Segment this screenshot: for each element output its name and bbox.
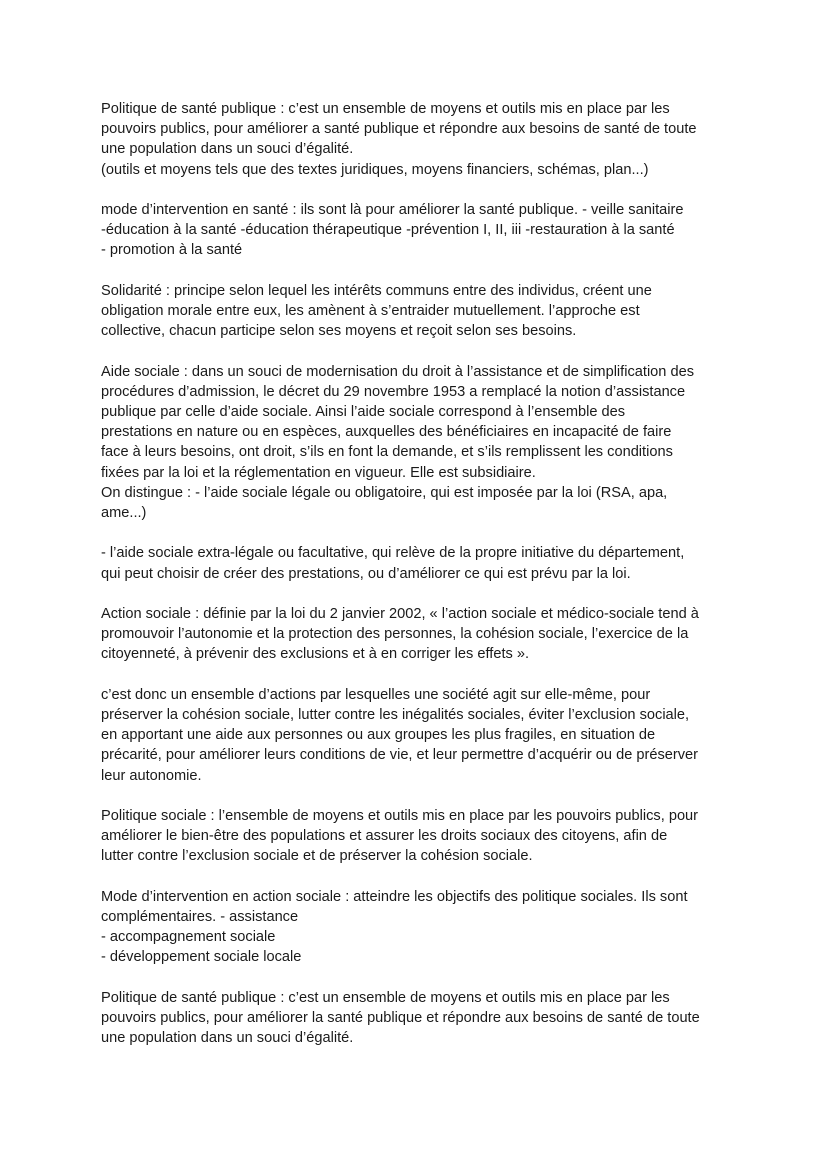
paragraph-action-sociale — [101, 604, 741, 665]
text-line: citoyenneté, à prévenir des exclusions et à en corriger les effets ». — [101, 646, 530, 663]
text-line: -éducation à la santé -éducation thérapeutique -prévention I, II, iii -restauration à la santé — [101, 222, 675, 239]
text-line: On distingue : - l’aide sociale légale ou obligatoire, qui est imposée par la loi (RSA, apa, — [101, 484, 668, 501]
paragraph-ensemble-actions — [101, 685, 741, 786]
text-line: une population dans un souci d’égalité. — [101, 1030, 354, 1047]
text-line: collective, chacun participe selon ses moyens et reçoit selon ses besoins. — [101, 323, 577, 340]
paragraph-politique-sante-publique-repeat — [101, 988, 741, 1049]
text-line: c’est donc un ensemble d’actions par lesquelles une société agit sur elle-même, pour — [101, 686, 651, 703]
text-line: prestations en nature ou en espèces, auxquelles des bénéficiaires en incapacité de faire — [101, 424, 672, 441]
paragraph-aide-sociale-extra-legale — [101, 543, 741, 583]
text-line: lutter contre l’exclusion sociale et de préserver la cohésion sociale. — [101, 848, 533, 865]
text-line: Politique sociale : l’ensemble de moyens et outils mis en place par les pouvoirs publics, pour — [101, 808, 699, 824]
text-line: pouvoirs publics, pour améliorer la santé publique et répondre aux besoins de santé de toute — [101, 1010, 700, 1026]
text-line: fixées par la loi et la réglementation en vigueur. Elle est subsidiaire. — [101, 464, 536, 481]
paragraph-politique-sociale — [101, 806, 741, 867]
text-line: Politique de santé publique : c’est un ensemble de moyens et outils mis en place par les — [101, 101, 670, 117]
text-line: complémentaires. - assistance — [101, 909, 299, 925]
paragraph-politique-sante-publique — [101, 99, 741, 180]
paragraph-solidarite — [101, 281, 741, 342]
text-line: pouvoirs publics, pour améliorer a santé publique et répondre aux besoins de santé de toute — [101, 121, 697, 138]
text-line: Action sociale : définie par la loi du 2 janvier 2002, « l’action sociale et médico-sociale tend à — [101, 606, 699, 622]
text-line: leur autonomie. — [101, 767, 202, 784]
text-line: précarité, pour améliorer leurs conditions de vie, et leur permettre d’acquérir ou de préserver — [101, 747, 699, 764]
paragraph-aide-sociale — [101, 362, 741, 524]
text-line: préserver la cohésion sociale, lutter contre les inégalités sociales, éviter l’exclusion sociale, — [101, 707, 690, 723]
text-line: en apportant une aide aux personnes ou aux groupes les plus fragiles, en situation de — [101, 727, 656, 744]
text-line: (outils et moyens tels que des textes juridiques, moyens financiers, schémas, plan...) — [101, 161, 649, 178]
text-line: procédures d’admission, le décret du 29 novembre 1953 a remplacé la notion d’assistance — [101, 383, 686, 400]
document-body — [101, 99, 741, 1069]
text-line: Mode d’intervention en action sociale : atteindre les objectifs des politique sociales. Ils sont — [101, 888, 688, 905]
text-line: améliorer le bien-être des populations et assurer les droits sociaux des citoyens, afin de — [101, 828, 668, 845]
text-line: mode d’intervention en santé : ils sont là pour améliorer la santé publique. - veille sanitaire — [101, 202, 684, 218]
paragraph-mode-intervention-action-sociale — [101, 887, 741, 968]
text-line: une population dans un souci d’égalité. — [101, 141, 354, 158]
text-line: - l’aide sociale extra-légale ou facultative, qui relève de la propre initiative du département, — [101, 545, 685, 562]
paragraph-mode-intervention-sante — [101, 200, 741, 261]
text-line: ame...) — [101, 505, 147, 522]
text-line: - accompagnement sociale — [101, 929, 276, 946]
text-line: Aide sociale : dans un souci de modernisation du droit à l’assistance et de simplification des — [101, 363, 694, 380]
text-line: Politique de santé publique : c’est un ensemble de moyens et outils mis en place par les — [101, 989, 670, 1006]
text-line: face à leurs besoins, ont droit, s’ils en font la demande, et s’ils remplissent les conditions — [101, 444, 673, 461]
text-line: promouvoir l’autonomie et la protection des personnes, la cohésion sociale, l’exercice de la — [101, 626, 689, 643]
text-line: qui peut choisir de créer des prestations, ou d’améliorer ce qui est prévu par la loi. — [101, 565, 631, 582]
text-line: - promotion à la santé — [101, 242, 243, 259]
text-line: Solidarité : principe selon lequel les intérêts communs entre des individus, créent une — [101, 282, 652, 299]
text-line: obligation morale entre eux, les amènent à s’entraider mutuellement. l’approche est — [101, 303, 640, 319]
text-line: publique par celle d’aide sociale. Ainsi l’aide sociale correspond à l’ensemble des — [101, 404, 626, 420]
text-line: - développement sociale locale — [101, 949, 302, 966]
